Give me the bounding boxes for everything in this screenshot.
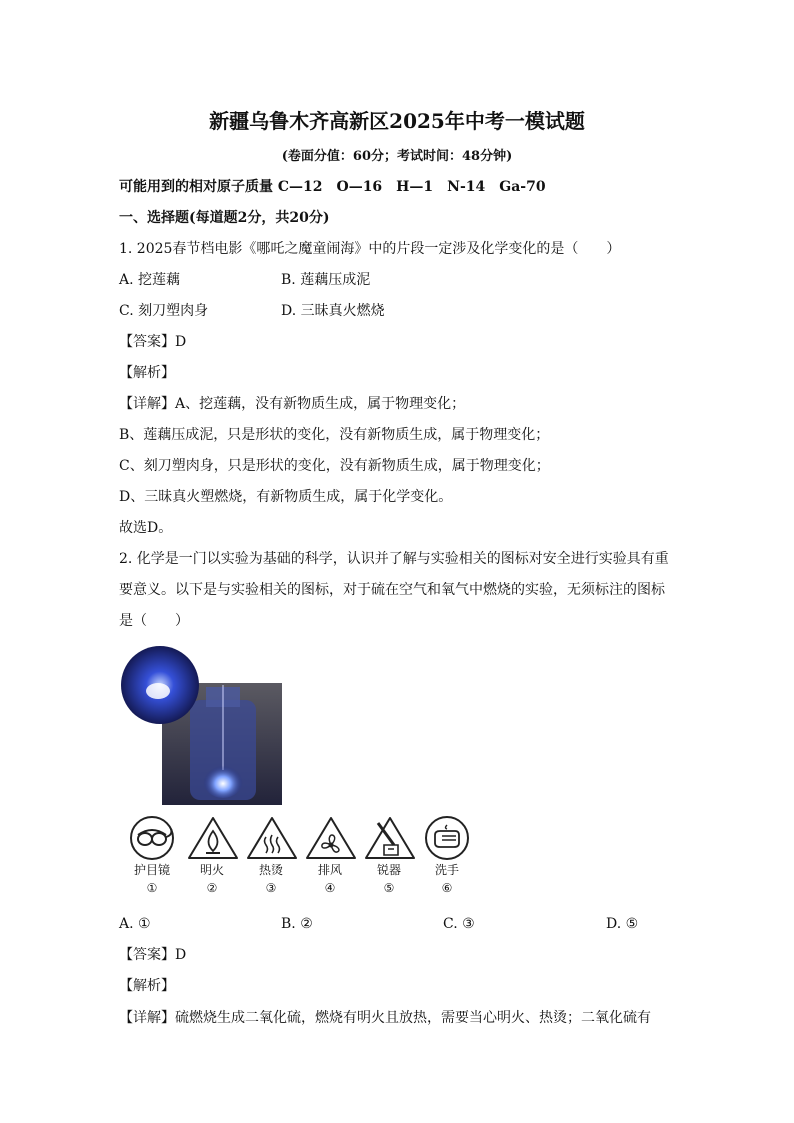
sign-sharp (364, 815, 414, 897)
sign-ventilation (305, 815, 355, 897)
sign-label: 排风 (317, 863, 342, 877)
hot-surface-icon (246, 815, 298, 861)
sign-label: 锐器 (376, 863, 401, 877)
q2-option-a: A. ① (119, 916, 151, 932)
flame-icon (187, 815, 239, 861)
q2-answer: 【答案】D (119, 947, 187, 963)
question-1-stem: 1. 2025春节档电影《哪吒之魔童闹海》中的片段一定涉及化学变化的是（ ） (119, 241, 621, 257)
q1-detail-line: D、三昧真火塑燃烧，有新物质生成，属于化学变化。 (119, 489, 453, 505)
sign-flame (187, 815, 237, 897)
sign-number: ③ (265, 881, 277, 895)
atomic-mass-line: 可能用到的相对原子质量 C—12 O—16 H—1 N-14 Ga-70 (119, 179, 546, 195)
sign-number: ① (146, 881, 158, 895)
q1-detail-line: 【详解】A、挖莲藕，没有新物质生成，属于物理变化； (119, 396, 466, 412)
section-heading: 一、选择题(每道题2分，共20分) (119, 210, 330, 226)
sign-label: 护目镜 (133, 863, 170, 877)
sign-label: 热烫 (258, 863, 283, 877)
q2-option-c: C. ③ (443, 916, 475, 932)
exam-subtitle: (卷面分值：60分；考试时间：48分钟) (281, 149, 513, 164)
hand-wash-icon (424, 815, 470, 861)
q1-analysis: 【解析】 (119, 365, 175, 381)
sign-number: ④ (324, 881, 336, 895)
sign-goggles (127, 815, 177, 897)
q2-option-b: B. ② (281, 916, 313, 932)
q2-detail-line: 【详解】硫燃烧生成二氧化硫，燃烧有明火且放热，需要当心明火、热烫；二氧化硫有 (119, 1010, 651, 1026)
goggles-icon (129, 815, 175, 861)
q1-detail-line: C、刻刀塑肉身，只是形状的变化，没有新物质生成，属于物理变化； (119, 458, 550, 474)
exam-title: 新疆乌鲁木齐高新区2025年中考一模试题 (209, 109, 585, 133)
q1-option-b: B. 莲藕压成泥 (281, 272, 371, 288)
question-2-stem: 要意义。以下是与实验相关的图标，对于硫在空气和氧气中燃烧的实验，无须标注的图标 (119, 582, 665, 598)
q1-answer: 【答案】D (119, 334, 187, 350)
q1-detail-line: B、莲藕压成泥，只是形状的变化，没有新物质生成，属于物理变化； (119, 427, 550, 443)
q1-option-c: C. 刻刀塑肉身 (119, 303, 209, 319)
sulfur-combustion-photo (120, 645, 285, 805)
sign-number: ⑥ (441, 881, 453, 895)
sharp-object-icon (364, 815, 416, 861)
sign-number: ② (206, 881, 218, 895)
sign-handwash (422, 815, 472, 897)
sign-number: ⑤ (383, 881, 395, 895)
sign-hot (246, 815, 296, 897)
fan-icon (305, 815, 357, 861)
q2-option-d: D. ⑤ (606, 916, 639, 932)
q1-option-a: A. 挖莲藕 (119, 272, 181, 288)
sign-label: 洗手 (434, 863, 459, 877)
question-2-stem: 2. 化学是一门以实验为基础的科学，认识并了解与实验相关的图标对安全进行实验具有重 (119, 551, 669, 567)
q1-option-d: D. 三昧真火燃烧 (281, 303, 385, 319)
question-2-stem: 是（ ） (119, 613, 189, 629)
sign-label: 明火 (199, 863, 224, 877)
q1-conclusion: 故选D。 (119, 520, 173, 536)
q2-analysis: 【解析】 (119, 978, 175, 994)
